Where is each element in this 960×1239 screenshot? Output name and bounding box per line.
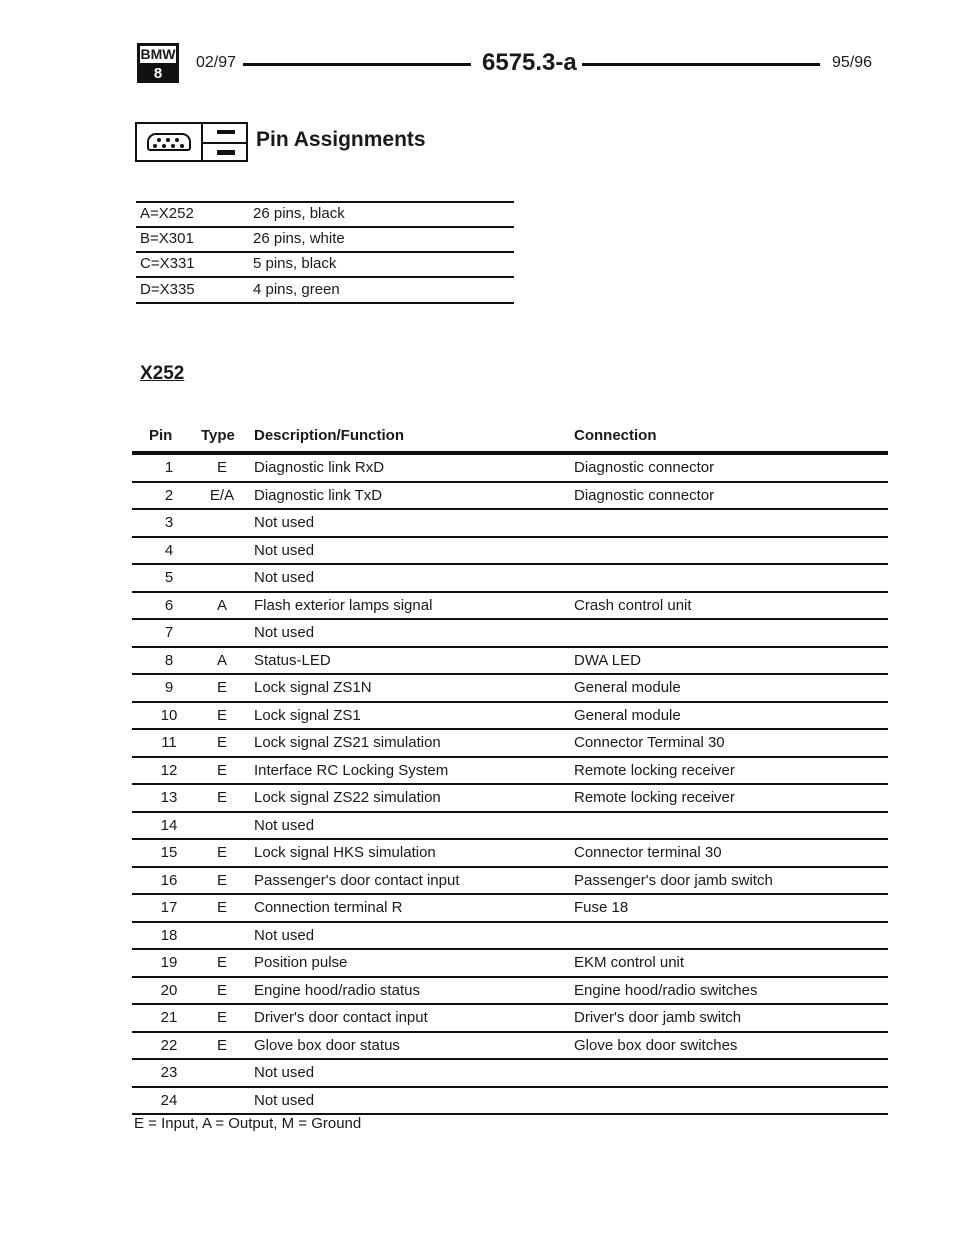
cell-pin: 7 xyxy=(164,624,174,641)
cell-pin: 16 xyxy=(160,871,178,889)
table-row xyxy=(132,730,888,758)
cell-desc: Driver's door contact input xyxy=(254,1009,428,1026)
cell-conn: Diagnostic connector xyxy=(574,459,715,476)
cell-type: A xyxy=(216,596,227,614)
cell-conn: Driver's door jamb switch xyxy=(574,1009,742,1026)
cell-pin: 22 xyxy=(160,1036,178,1054)
connector-id: D=X335 xyxy=(140,281,195,298)
cell-pin: 5 xyxy=(164,569,174,586)
cell-desc: Glove box door status xyxy=(254,1036,400,1054)
cell-pin: 19 xyxy=(160,954,178,971)
cell-conn: Connector terminal 30 xyxy=(574,844,722,861)
cell-desc: Not used xyxy=(254,1064,315,1081)
column-header-type: Type xyxy=(201,427,235,444)
table-row xyxy=(132,923,888,951)
cell-conn: Crash control unit xyxy=(574,596,692,614)
cell-desc: Not used xyxy=(254,816,315,834)
cell-type: E xyxy=(216,1009,227,1026)
cell-type: E xyxy=(216,899,227,916)
cell-desc: Lock signal ZS22 simulation xyxy=(254,789,441,806)
cell-desc: Passenger's door contact input xyxy=(254,871,460,889)
cell-pin: 24 xyxy=(160,1091,178,1109)
cell-desc: Lock signal HKS simulation xyxy=(254,844,436,861)
cell-pin: 8 xyxy=(164,651,174,669)
connector-title: X252 xyxy=(140,363,185,384)
cell-type: E xyxy=(216,459,227,476)
cell-conn: Glove box door switches xyxy=(574,1036,738,1054)
cell-pin: 1 xyxy=(164,459,174,476)
cell-pin: 12 xyxy=(160,761,178,779)
cell-pin: 23 xyxy=(160,1064,178,1081)
summary-row xyxy=(136,228,514,253)
section-title: Pin Assignments xyxy=(256,128,426,151)
bmw-logo xyxy=(137,43,179,83)
cell-pin: 20 xyxy=(160,981,178,999)
table-row xyxy=(132,950,888,978)
logo-brand-text: BMW xyxy=(140,46,176,65)
cell-pin: 15 xyxy=(160,844,178,861)
cell-desc: Not used xyxy=(254,624,315,641)
column-header-connection: Connection xyxy=(574,427,657,444)
cell-conn: Fuse 18 xyxy=(574,899,629,916)
connector-desc: 26 pins, white xyxy=(253,230,345,247)
cell-pin: 6 xyxy=(164,596,174,614)
cell-pin: 11 xyxy=(161,734,177,751)
column-header-pin: Pin xyxy=(149,427,173,444)
cell-desc: Connection terminal R xyxy=(254,899,403,916)
table-row xyxy=(132,455,888,483)
table-row xyxy=(132,813,888,841)
cell-type: E/A xyxy=(209,486,235,504)
cell-pin: 13 xyxy=(160,789,178,806)
summary-row xyxy=(136,279,514,304)
table-row xyxy=(132,703,888,731)
table-row xyxy=(132,868,888,896)
cell-type: E xyxy=(216,679,227,696)
header-model-years: 95/96 xyxy=(832,54,873,71)
cell-type: E xyxy=(216,761,227,779)
cell-pin: 18 xyxy=(160,926,178,944)
cell-desc: Lock signal ZS1N xyxy=(254,679,372,696)
cell-desc: Interface RC Locking System xyxy=(254,761,449,779)
table-row xyxy=(132,840,888,868)
cell-type: E xyxy=(216,981,227,999)
cell-desc: Flash exterior lamps signal xyxy=(254,596,433,614)
cell-conn: EKM control unit xyxy=(574,954,685,971)
table-row xyxy=(132,785,888,813)
cell-type: E xyxy=(216,734,227,751)
cell-desc: Not used xyxy=(254,514,315,531)
cell-conn: General module xyxy=(574,706,681,724)
cell-type: E xyxy=(216,844,227,861)
connector-icon xyxy=(147,133,191,151)
icon-divider xyxy=(203,142,246,144)
cell-pin: 14 xyxy=(160,816,178,834)
table-row xyxy=(132,593,888,621)
table-row xyxy=(132,978,888,1006)
table-row xyxy=(132,1060,888,1088)
legend-footnote: E = Input, A = Output, M = Ground xyxy=(134,1115,362,1132)
table-row xyxy=(132,1088,888,1116)
connector-id: C=X331 xyxy=(140,255,195,272)
table-row xyxy=(132,895,888,923)
pin-icon xyxy=(217,130,235,134)
cell-conn: Passenger's door jamb switch xyxy=(574,871,773,889)
table-row xyxy=(132,538,888,566)
cell-pin: 21 xyxy=(160,1009,178,1026)
cell-pin: 3 xyxy=(164,514,174,531)
column-header-description: Description/Function xyxy=(254,427,404,444)
cell-type: E xyxy=(216,954,227,971)
cell-desc: Not used xyxy=(254,1091,315,1109)
section-icon-box xyxy=(135,122,248,162)
cell-desc: Engine hood/radio status xyxy=(254,981,420,999)
table-row xyxy=(132,675,888,703)
document-code: 6575.3-a xyxy=(482,49,577,76)
cell-pin: 4 xyxy=(164,541,174,559)
cell-pin: 9 xyxy=(164,679,174,696)
pin-icon xyxy=(217,150,235,155)
cell-desc: Diagnostic link TxD xyxy=(254,486,383,504)
table-row xyxy=(132,648,888,676)
cell-desc: Not used xyxy=(254,926,315,944)
cell-conn: Engine hood/radio switches xyxy=(574,981,758,999)
connector-desc: 26 pins, black xyxy=(253,205,345,222)
table-row xyxy=(132,1005,888,1033)
cell-conn: Diagnostic connector xyxy=(574,486,715,504)
cell-conn: DWA LED xyxy=(574,651,641,669)
cell-pin: 2 xyxy=(164,486,174,504)
cell-desc: Position pulse xyxy=(254,954,348,971)
cell-type: A xyxy=(216,651,227,669)
cell-desc: Not used xyxy=(254,569,315,586)
table-row xyxy=(132,510,888,538)
connector-desc: 5 pins, black xyxy=(253,255,337,272)
summary-row xyxy=(136,203,514,228)
cell-desc: Lock signal ZS1 xyxy=(254,706,361,724)
cell-desc: Not used xyxy=(254,541,315,559)
cell-conn: Remote locking receiver xyxy=(574,789,735,806)
cell-pin: 10 xyxy=(160,706,178,724)
header-rule-right xyxy=(582,63,820,66)
cell-desc: Diagnostic link RxD xyxy=(254,459,385,476)
header-rule-left xyxy=(243,63,471,66)
table-row xyxy=(132,620,888,648)
table-row xyxy=(132,483,888,511)
table-row xyxy=(132,1033,888,1061)
cell-desc: Status-LED xyxy=(254,651,331,669)
cell-desc: Lock signal ZS21 simulation xyxy=(254,734,441,751)
cell-type: E xyxy=(216,789,227,806)
cell-conn: Connector Terminal 30 xyxy=(574,734,725,751)
cell-conn: Remote locking receiver xyxy=(574,761,735,779)
summary-row xyxy=(136,253,514,278)
cell-pin: 17 xyxy=(160,899,178,916)
logo-series-number: 8 xyxy=(140,65,176,80)
connector-id: B=X301 xyxy=(140,230,194,247)
cell-type: E xyxy=(216,1036,227,1054)
cell-conn: General module xyxy=(574,679,681,696)
cell-type: E xyxy=(216,871,227,889)
table-row xyxy=(132,758,888,786)
table-row xyxy=(132,565,888,593)
connector-id: A=X252 xyxy=(140,205,194,222)
header-date: 02/97 xyxy=(196,54,237,71)
cell-type: E xyxy=(216,706,227,724)
connector-desc: 4 pins, green xyxy=(253,281,340,298)
